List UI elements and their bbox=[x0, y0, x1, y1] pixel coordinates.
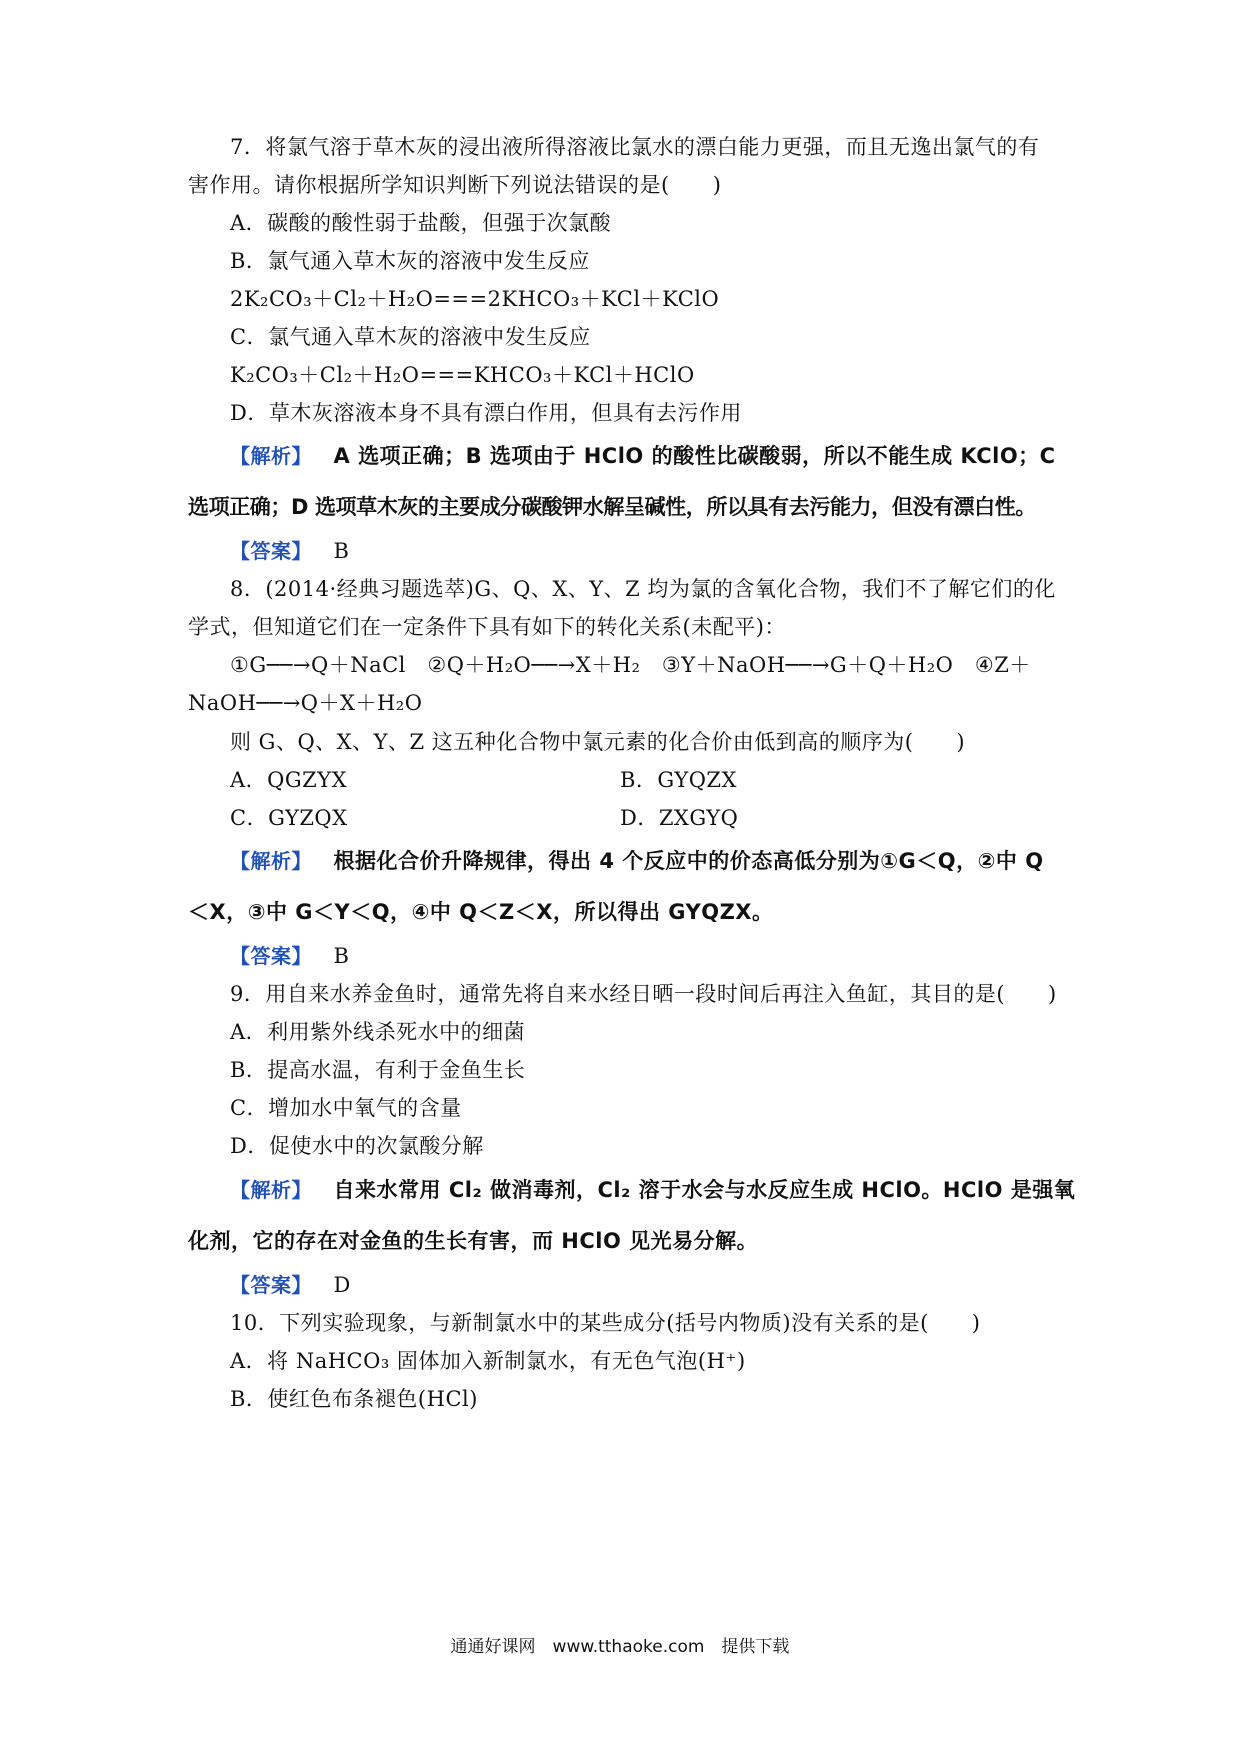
q7-option-d: D．草木灰溶液本身不具有漂白作用，但具有去污作用 bbox=[230, 401, 742, 425]
q9-option-b: B．提高水温，有利于金鱼生长 bbox=[230, 1058, 526, 1082]
q7-analysis-text-1: A 选项正确；B 选项由于 HClO 的酸性比碳酸弱，所以不能生成 KClO；C bbox=[333, 444, 1056, 468]
q8-reactions-line-1: ①G──→Q＋NaCl ②Q＋H₂O──→X＋H₂ ③Y＋NaOH──→G＋Q＋H₂O ④Z＋ bbox=[230, 653, 1031, 677]
q8-option-d: D．ZXGYQ bbox=[620, 806, 739, 830]
q7-option-c: C．氯气通入草木灰的溶液中发生反应 bbox=[230, 325, 591, 349]
page-footer: 通通好课网 www.tthaoke.com 提供下载 bbox=[450, 1637, 790, 1657]
q9-analysis-tag: 【解析】 bbox=[230, 1178, 312, 1202]
q8-stem-line-2: 学式，但知道它们在一定条件下具有如下的转化关系(未配平)： bbox=[188, 615, 786, 639]
q10-option-a: A．将 NaHCO₃ 固体加入新制氯水，有无色气泡(H⁺) bbox=[230, 1349, 746, 1373]
q9-stem: 9．用自来水养金鱼时，通常先将自来水经日晒一段时间后再注入鱼缸，其目的是( ) bbox=[230, 982, 1057, 1006]
q7-analysis-line-2 bbox=[188, 492, 1036, 522]
q8-answer-value: B bbox=[333, 944, 350, 968]
q7-stem-line-2: 害作用。请你根据所学知识判断下列说法错误的是( ) bbox=[188, 173, 722, 197]
q9-answer-value: D bbox=[333, 1273, 351, 1297]
q8-analysis-tag: 【解析】 bbox=[230, 849, 312, 873]
q10-option-b: B．使红色布条褪色(HCl) bbox=[230, 1387, 478, 1411]
q7-answer-tag: 【答案】 bbox=[230, 539, 312, 563]
q8-answer-tag: 【答案】 bbox=[230, 944, 312, 968]
q8-option-b: B．GYQZX bbox=[620, 768, 737, 792]
q9-analysis-line-1 bbox=[230, 1175, 1075, 1205]
q7-analysis-text-2: 选项正确；D 选项草木灰的主要成分碳酸钾水解呈碱性，所以具有去污能力，但没有漂白性。 bbox=[188, 495, 1036, 519]
q9-option-c: C．增加水中氧气的含量 bbox=[230, 1096, 462, 1120]
q8-analysis-text-2: ＜X，③中 G＜Y＜Q，④中 Q＜Z＜X，所以得出 GYQZX。 bbox=[188, 900, 774, 924]
q9-option-a: A．利用紫外线杀死水中的细菌 bbox=[230, 1020, 526, 1044]
q7-answer-value: B bbox=[333, 539, 350, 563]
q9-answer bbox=[230, 1270, 351, 1300]
q8-analysis-line-2 bbox=[188, 897, 774, 927]
q7-option-a: A．碳酸的酸性弱于盐酸，但强于次氯酸 bbox=[230, 211, 612, 235]
q8-stem-line-1: 8．(2014·经典习题选萃)G、Q、X、Y、Z 均为氯的含氧化合物，我们不了解它们的化 bbox=[230, 577, 1056, 601]
q8-reactions-line-2: NaOH──→Q＋X＋H₂O bbox=[188, 691, 423, 715]
q9-option-d: D．促使水中的次氯酸分解 bbox=[230, 1134, 484, 1158]
q7-answer bbox=[230, 536, 349, 566]
q9-analysis-line-2 bbox=[188, 1226, 758, 1256]
q8-analysis-text-1: 根据化合价升降规律，得出 4 个反应中的价态高低分别为①G＜Q，②中 Q bbox=[333, 849, 1044, 873]
q8-answer bbox=[230, 941, 349, 971]
q8-option-c: C．GYZQX bbox=[230, 806, 348, 830]
q10-stem: 10．下列实验现象，与新制氯水中的某些成分(括号内物质)没有关系的是( ) bbox=[230, 1311, 981, 1335]
q7-analysis-tag: 【解析】 bbox=[230, 444, 312, 468]
q9-analysis-text-1: 自来水常用 Cl₂ 做消毒剂，Cl₂ 溶于水会与水反应生成 HClO。HClO 是强氧 bbox=[333, 1178, 1076, 1202]
q9-answer-tag: 【答案】 bbox=[230, 1273, 312, 1297]
q7-option-b: B．氯气通入草木灰的溶液中发生反应 bbox=[230, 249, 590, 273]
q7-equation-b: 2K₂CO₃＋Cl₂＋H₂O===2KHCO₃＋KCl＋KClO bbox=[230, 287, 720, 311]
q8-analysis-line-1 bbox=[230, 846, 1044, 876]
q7-stem-line-1: 7．将氯气溶于草木灰的浸出液所得溶液比氯水的漂白能力更强，而且无逸出氯气的有 bbox=[230, 135, 1040, 159]
q8-question: 则 G、Q、X、Y、Z 这五种化合物中氯元素的化合价由低到高的顺序为( ) bbox=[230, 730, 966, 754]
q8-option-a: A．QGZYX bbox=[230, 768, 348, 792]
q7-analysis-line-1 bbox=[230, 441, 1056, 471]
q7-equation-c: K₂CO₃＋Cl₂＋H₂O===KHCO₃＋KCl＋HClO bbox=[230, 363, 695, 387]
q9-analysis-text-2: 化剂，它的存在对金鱼的生长有害，而 HClO 见光易分解。 bbox=[188, 1229, 759, 1253]
